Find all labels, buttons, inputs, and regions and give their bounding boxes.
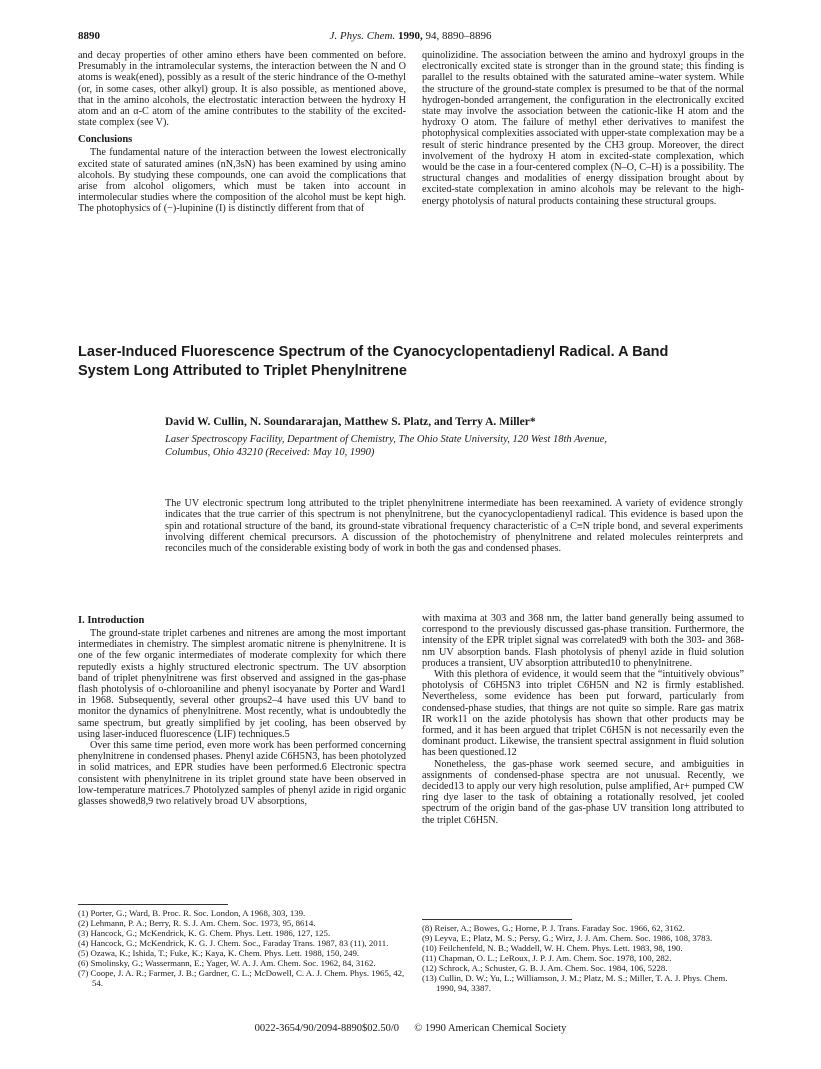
article-title-line-1: Laser-Induced Fluorescence Spectrum of the Cyanocyclopentadienyl Radical. A Band (78, 344, 669, 360)
affiliation-line-2: Columbus, Ohio 43210 (Received: May 10, 1990) (165, 446, 375, 458)
conclusions-heading: Conclusions (78, 134, 133, 146)
reference-item: (1) Porter, G.; Ward, B. Proc. R. Soc. London, A 1968, 303, 139. (78, 908, 306, 918)
journal-year: 1990, (397, 30, 423, 42)
article-affiliation (165, 434, 745, 459)
reference-item: (7) Coope, J. A. R.; Farmer, J. B.; Gardner, C. L.; McDowell, C. A. J. Chem. Phys. 1965, 42, 54. (78, 968, 405, 988)
journal-header (0, 30, 821, 42)
article-abstract: The UV electronic spectrum long attributed to the triplet phenylnitrene intermediate has been reexamined. A variety of evidence strongly indicates that the true carrier of this spectrum is not phenylnitrene, but the cyanocyclopentadienyl radical. This evidence is based upon the spin and rotational structure of the band, its ground-state vibrational frequency characteristic of a C≡N triple bond, and several experiments involving different chemical precursors. A discussion of the photochemistry of phenylnitrene and related molecules reinterprets and reconciles much of the considerable existing body of work in both the gas and condensed phases. (165, 498, 743, 555)
prev-article-paragraph: and decay properties of other amino ethers have been commented on before. Presumably in the intramolecular systems, the interaction between the N and O atoms is weak(ened), possibly as a result of the steric hindrance of the O-methyl (or, in some cases, other alkyl) group. It is also possible, as mentioned above, that in the amino alcohols, the electrostatic interaction between the hydroxy H atom and an α-C atom of the amine contributes to the stability of the excited-state complex (see V). (78, 50, 406, 129)
reference-item: (9) Leyva, E.; Platz, M. S.; Persy, G.; Wirz, J. J. Am. Chem. Soc. 1986, 108, 3783. (422, 933, 713, 943)
reference-item: (12) Schrock, A.; Schuster, G. B. J. Am. Chem. Soc. 1984, 106, 5228. (422, 963, 668, 973)
reference-item: (8) Reiser, A.; Bowes, G.; Horne, P. J. Trans. Faraday Soc. 1966, 62, 3162. (422, 923, 685, 933)
reference-item: (11) Chapman, O. L.; LeRoux, J. P. J. Am. Chem. Soc. 1978, 100, 282. (422, 953, 672, 963)
intro-paragraph: With this plethora of evidence, it would seem that the “intuitively obvious” photolysis of C6H5N3 into triplet C6H5N and N2 is firmly established. Nevertheless, some evidence has been put forward, particularly from condensed-phase studies, that things are not quite so simple. Rare gas matrix IR work11 on the azide photolysis has shown that other products may be formed, and it has been argued that triplet C6H5N is not necessarily even the dominant product. Likewise, the transient spectral assignment in fluid solution has been questioned.12 (422, 669, 744, 759)
reference-item: (2) Lehmann, P. A.; Berry, R. S. J. Am. Chem. Soc. 1973, 95, 8614. (78, 918, 316, 928)
intro-paragraph: Nonetheless, the gas-phase work seemed secure, and ambiguities in assignments of condensed-phase spectra are not unusual. Recently, we decided13 to apply our very high resolution, pulse amplified, Ar+ pumped CW ring dye laser to the task of obtaining a rotationally resolved, jet cooled spectrum of the origin band of the gas-phase UV transition long attributed to the triplet C6H5N. (422, 758, 744, 826)
reference-item: (5) Ozawa, K.; Ishida, T.; Fuke, K.; Kaya, K. Chem. Phys. Lett. 1988, 150, 249. (78, 948, 360, 958)
footnote-rule-left (78, 904, 228, 905)
reference-item: (4) Hancock, G.; McKendrick, K. G. J. Chem. Soc., Faraday Trans. 1987, 83 (11), 2011. (78, 938, 389, 948)
intro-paragraph: with maxima at 303 and 368 nm, the latter band generally being assumed to correspond to the previously discussed gas-phase transition. Furthermore, the intensity of the EPR triplet signal was correlated9 with both the 303- and 368-nm UV absorption bands. Flash photolysis of phenyl azide in fluid solution produces a transient, UV absorption attributed10 to phenylnitrene. (422, 613, 744, 669)
prev-article-right-column (422, 50, 744, 207)
intro-right-column (422, 613, 744, 826)
footer-copyright: © 1990 American Chemical Society (414, 1023, 567, 1034)
conclusions-paragraph-left: The fundamental nature of the interaction between the lowest electronically excited state of saturated amines (nN,3sN) has been examined by using amino alcohols. By studying these compounds, one can avoid the complications that arise from alcohol oligomers, which must be taken into account in intermolecular studies where the composition of the alcohol must be kept high. The photophysics of (−)-lupinine (I) is distinctly different from that of (78, 147, 406, 215)
reference-item: (6) Smolinsky, G.; Wassermann, E.; Yager, W. A. J. Am. Chem. Soc. 1962, 84, 3162. (78, 958, 376, 968)
footnote-rule-right (422, 919, 572, 920)
references-right (422, 923, 744, 993)
article-title (78, 343, 758, 381)
intro-paragraph: Over this same time period, even more work has been performed concerning phenylnitrene in condensed phases. Phenyl azide C6H5N3, has been photolyzed in solid matrices, and EPR studies have been performed.6 Electronic spectra consistent with phenylnitrene in its triplet ground state have been observed in low-temperature matrices.7 Photolyzed samples of phenyl azide in rigid organic glasses showed8,9 two relatively broad UV absorptions, (78, 740, 406, 808)
article-title-line-2: System Long Attributed to Triplet Phenylnitrene (78, 363, 407, 379)
introduction-heading: I. Introduction (78, 615, 145, 626)
reference-item: (3) Hancock, G.; McKendrick, K. G. Chem. Phys. Lett. 1986, 127, 125. (78, 928, 331, 938)
article-authors: David W. Cullin, N. Soundararajan, Matthew S. Platz, and Terry A. Miller* (165, 416, 536, 428)
page-number: 8890 (78, 30, 100, 42)
journal-name: J. Phys. Chem. (329, 30, 396, 42)
prev-article-left-column (78, 50, 406, 215)
conclusions-paragraph-right: quinolizidine. The association between the amino and hydroxyl groups in the electronically excited state is stronger than in the ground state; this finding is parallel to the results obtained with the saturated amine–water system. While the structure of the ground-state complex is presumed to be that of the normal hydrogen-bonded arrangement, the configuration in the electronically excited state may involve the association between the cationic-like H atom and the hydroxy O atom. The failure of methyl ether derivatives to manifest the photophysical complexities associated with upper-state complexation may be a result of steric hindrance presented by the CH3 group. Moreover, the direct involvement of the hydroxy H atom in excited-state complexation, which would be the case in a four-centered complex (N–O, C–H) is a possibility. The structural changes and modalities of energy dissipation brought about by excited-state complexation in amino alcohols may be relevant to the high-energy photolysis of natural products containing these structural groups. (422, 50, 744, 207)
reference-item: (10) Feilchenfeld, N. B.; Waddell, W. H. Chem. Phys. Lett. 1983, 98, 190. (422, 943, 683, 953)
intro-paragraph: The ground-state triplet carbenes and nitrenes are among the most important intermediates in chemistry. The simplest aromatic nitrene is phenylnitrene. It is one of the few organic intermediates of moderate complexity for which there reputedly exists a highly structured electronic spectrum. The UV absorption band of triplet phenylnitrene was first observed and assigned in the gas-phase flash photolysis of o-chloroaniline and phenyl isocyanate by Porter and Ward1 in 1968. Subsequently, several other groups2–4 have used this UV band to monitor the dynamics of phenylnitrene. Most recently, what is undoubtedly the same spectrum, but greatly simplified by jet cooling, has been observed by using laser-induced fluorescence (LIF) techniques.5 (78, 628, 406, 740)
page-footer (0, 1023, 821, 1034)
intro-left-column (78, 613, 406, 807)
journal-volume-pages: 94, 8890–8896 (425, 30, 492, 42)
references-left (78, 908, 406, 988)
reference-item: (13) Cullin, D. W.; Yu, L.; Williamson, J. M.; Platz, M. S.; Miller, T. A. J. Phys. Chem. 1990, 94, 3387. (422, 973, 728, 993)
affiliation-line-1: Laser Spectroscopy Facility, Department of Chemistry, The Ohio State University, 120 West 18th Avenue, (165, 434, 608, 445)
footer-code: 0022-3654/90/2094-8890$02.50/0 (254, 1023, 400, 1034)
